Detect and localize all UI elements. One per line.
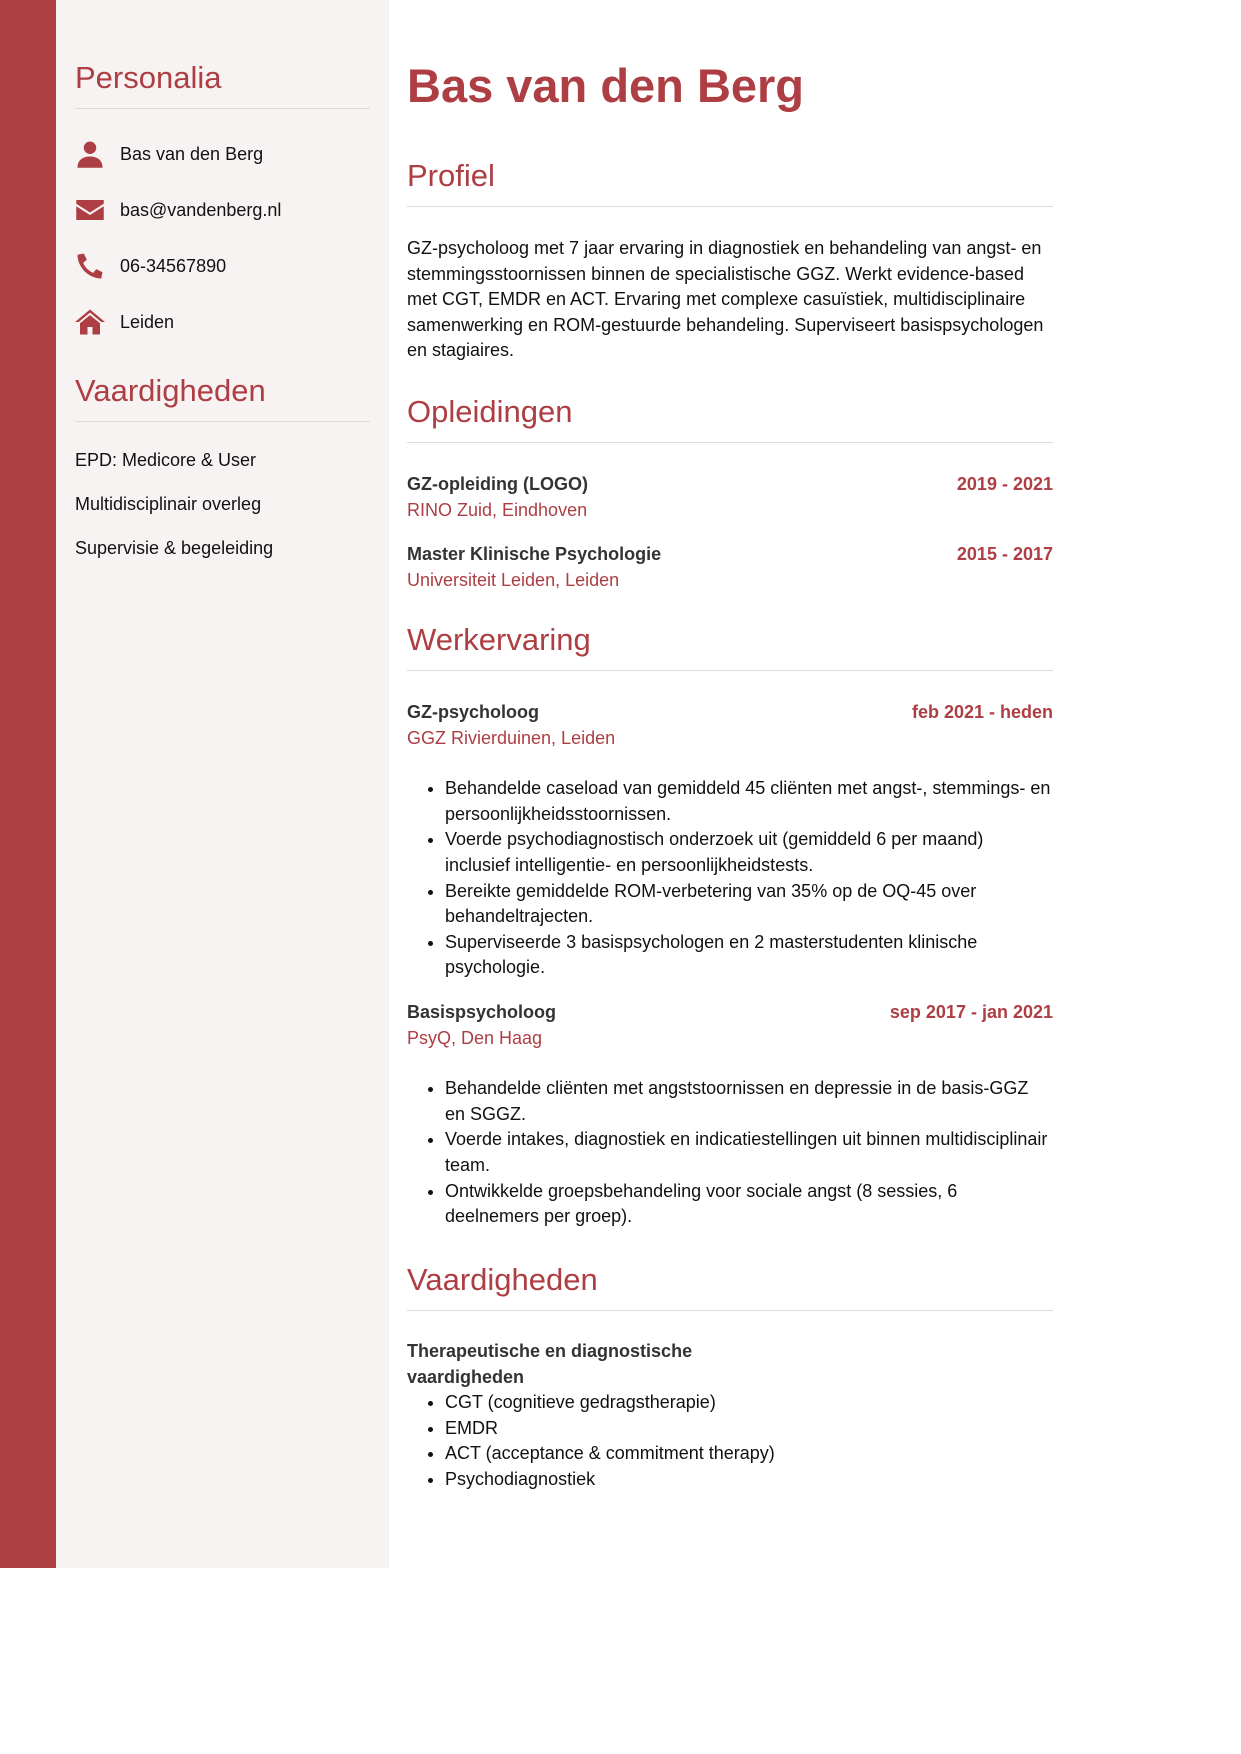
entry-date: feb 2021 - heden bbox=[911, 702, 1053, 722]
education-entry bbox=[407, 542, 1053, 593]
entry-title: Basispsycholoog bbox=[407, 1002, 557, 1022]
education-heading: Opleidingen bbox=[407, 394, 1053, 443]
contact-location-text: Leiden bbox=[120, 311, 175, 332]
entry-employer: GGZ Rivierduinen, Leiden bbox=[407, 727, 616, 748]
skill-item: • ACT (acceptance & commitment therapy) bbox=[445, 1441, 1091, 1467]
bullet-item: • Voerde intakes, diagnostiek en indicatiestellingen uit binnen multidisciplinair team. bbox=[445, 1127, 1053, 1178]
candidate-name: Bas van den Berg bbox=[407, 59, 805, 112]
entry-institution: Universiteit Leiden, Leiden bbox=[407, 569, 620, 590]
sidebar-skill-item: Multidisciplinair overleg bbox=[75, 494, 262, 514]
bullet-item: • Voerde psychodiagnostisch onderzoek uit (gemiddeld 6 per maand) inclusief intelligentie- en persoonlijkheidstests. bbox=[445, 827, 1053, 878]
phone-icon bbox=[75, 251, 105, 281]
accent-bar bbox=[0, 0, 56, 1568]
sidebar-skill-item: Supervisie & begeleiding bbox=[75, 538, 274, 558]
personalia-heading: Personalia bbox=[75, 60, 370, 109]
entry-title: GZ-opleiding (LOGO) bbox=[407, 474, 588, 494]
skill-item: • CGT (cognitieve gedragstherapie) bbox=[445, 1390, 1091, 1416]
profile-heading: Profiel bbox=[407, 158, 1053, 207]
contact-name bbox=[75, 126, 370, 182]
contact-location bbox=[75, 294, 370, 350]
experience-heading: Werkervaring bbox=[407, 622, 1053, 671]
bullet-list bbox=[407, 1076, 1053, 1230]
envelope-icon bbox=[75, 195, 105, 225]
entry-date: 2019 - 2021 bbox=[956, 474, 1053, 494]
contact-phone-text[interactable]: 06-34567890 bbox=[120, 255, 227, 276]
bullet-list bbox=[407, 776, 1053, 981]
skill-item: • Psychodiagnostiek bbox=[445, 1467, 1091, 1493]
contact-phone[interactable] bbox=[75, 238, 370, 294]
sidebar-skill-item: EPD: Medicore & User bbox=[75, 450, 257, 470]
sidebar bbox=[56, 0, 389, 1568]
skills-heading: Vaardigheden bbox=[407, 1262, 1053, 1311]
bullet-item: • Superviseerde 3 basispsychologen en 2 masterstudenten klinische psychologie. bbox=[445, 930, 1053, 981]
sidebar-skills-heading: Vaardigheden bbox=[75, 373, 370, 422]
entry-title: GZ-psycholoog bbox=[407, 702, 539, 722]
contact-list bbox=[75, 126, 370, 350]
bullet-item: • Bereikte gemiddelde ROM-verbetering van 35% op de OQ-45 over behandeltrajecten. bbox=[445, 879, 1053, 930]
user-icon bbox=[75, 139, 105, 169]
entry-date: 2015 - 2017 bbox=[956, 544, 1053, 564]
entry-date: sep 2017 - jan 2021 bbox=[889, 1002, 1053, 1022]
profile-text: GZ-psycholoog met 7 jaar ervaring in diagnostiek en behandeling van angst- en stemmingsstoornissen binnen de specialistische GGZ. Werkt evidence-based met CGT, EMDR en ACT. Ervaring met complexe casuïstiek, multidisciplinaire samenwerking en ROM-gestuurde behandeling. Superviseert basispsychologen en stagiaires. bbox=[407, 238, 1044, 361]
contact-name-text: Bas van den Berg bbox=[120, 143, 264, 164]
experience-entry bbox=[407, 700, 1053, 981]
entry-title: Master Klinische Psychologie bbox=[407, 544, 662, 564]
contact-email-text[interactable]: bas@vandenberg.nl bbox=[120, 199, 282, 220]
entry-employer: PsyQ, Den Haag bbox=[407, 1027, 543, 1048]
home-icon bbox=[75, 307, 105, 337]
sidebar-skill-list bbox=[75, 438, 370, 570]
bullet-item: • Behandelde caseload van gemiddeld 45 cliënten met angst-, stemmings- en persoonlijkheidsstoornissen. bbox=[445, 776, 1053, 827]
skill-category-title: Therapeutische en diagnostische vaardigheden bbox=[407, 1341, 693, 1387]
contact-email[interactable] bbox=[75, 182, 370, 238]
experience-entry bbox=[407, 1000, 1053, 1230]
education-entry bbox=[407, 472, 1053, 523]
bullet-item: • Ontwikkelde groepsbehandeling voor sociale angst (8 sessies, 6 deelnemers per groep). bbox=[445, 1179, 1053, 1230]
skill-list bbox=[407, 1390, 1091, 1492]
bullet-item: • Behandelde cliënten met angststoornissen en depressie in de basis-GGZ en SGGZ. bbox=[445, 1076, 1053, 1127]
entry-institution: RINO Zuid, Eindhoven bbox=[407, 499, 588, 520]
skill-item: • EMDR bbox=[445, 1416, 1091, 1442]
